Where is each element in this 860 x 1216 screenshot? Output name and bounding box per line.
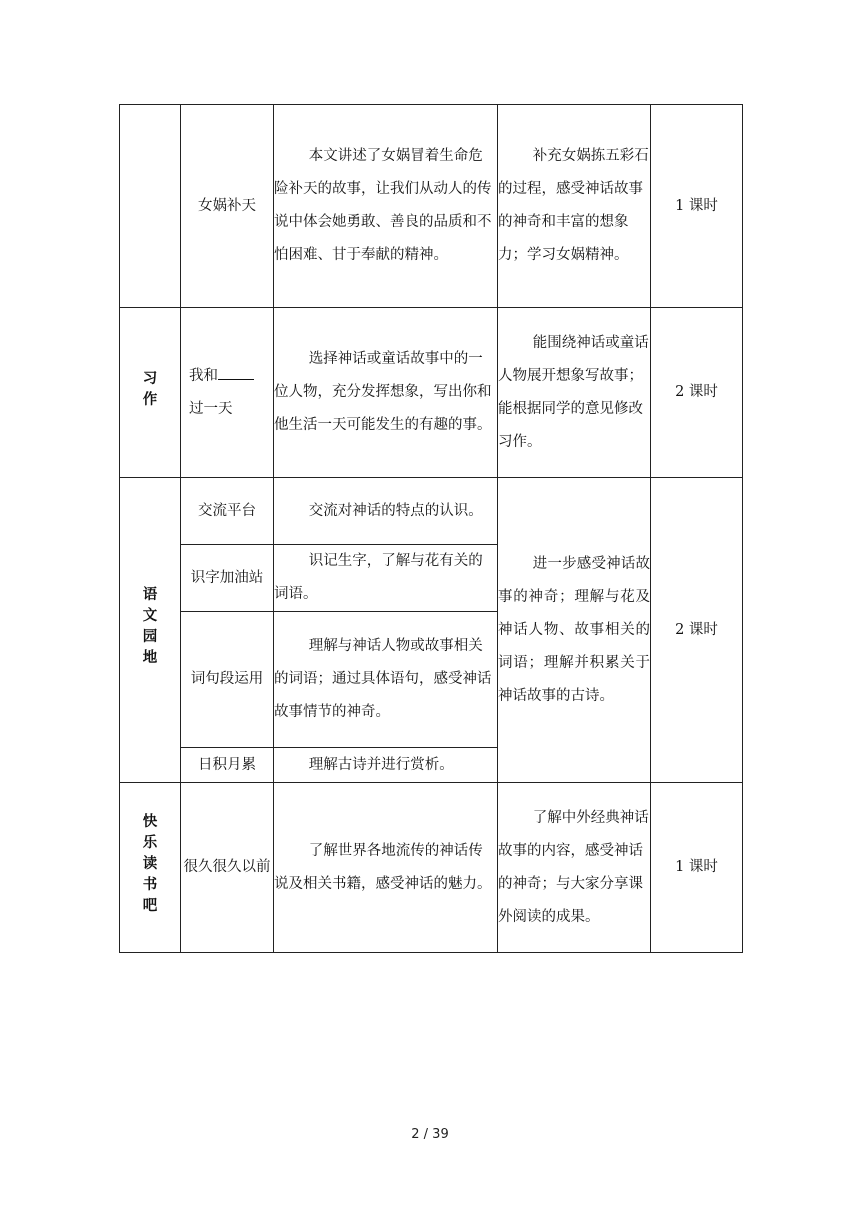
table-row — [120, 478, 743, 545]
category-cell: 语文园地 — [120, 478, 181, 783]
lesson-title-prefix: 我和 — [189, 367, 218, 384]
lesson-title: 词句段运用 — [181, 612, 274, 748]
lesson-plan-table — [119, 104, 743, 953]
lesson-hours: 1 课时 — [651, 783, 743, 953]
lesson-title: 交流平台 — [181, 478, 274, 545]
category-cell: 快乐读书吧 — [120, 783, 181, 953]
lesson-hours: 2 课时 — [651, 478, 743, 783]
lesson-content: 选择神话或童话故事中的一位人物，充分发挥想象，写出你和他生活一天可能发生的有趣的事。 — [274, 308, 498, 478]
lesson-content: 了解世界各地流传的神话传说及相关书籍，感受神话的魅力。 — [274, 783, 498, 953]
lesson-goal: 进一步感受神话故事的神奇；理解与花及神话人物、故事相关的词语；理解并积累关于神话故事的古诗。 — [498, 478, 651, 783]
table-row — [120, 105, 743, 308]
lesson-hours: 1 课时 — [651, 105, 743, 308]
lesson-title: 识字加油站 — [181, 545, 274, 612]
table-row — [120, 783, 743, 953]
lesson-title-suffix: 过一天 — [189, 400, 233, 417]
fill-blank — [218, 363, 254, 380]
lesson-goal: 能围绕神话或童话人物展开想象写故事；能根据同学的意见修改习作。 — [498, 308, 651, 478]
lesson-content: 识记生字，了解与花有关的词语。 — [274, 545, 498, 612]
lesson-content: 交流对神话的特点的认识。 — [274, 478, 498, 545]
lesson-content: 本文讲述了女娲冒着生命危险补天的故事，让我们从动人的传说中体会她勇敢、善良的品质和不怕困难、甘于奉献的精神。 — [274, 105, 498, 308]
lesson-content: 理解古诗并进行赏析。 — [274, 748, 498, 783]
lesson-content: 理解与神话人物或故事相关的词语；通过具体语句，感受神话故事情节的神奇。 — [274, 612, 498, 748]
lesson-title: 很久很久以前 — [181, 783, 274, 953]
category-cell — [120, 105, 181, 308]
lesson-title — [181, 308, 274, 478]
category-cell: 习作 — [120, 308, 181, 478]
lesson-title: 日积月累 — [181, 748, 274, 783]
page-indicator: 2 / 39 — [411, 1127, 449, 1142]
lesson-goal: 补充女娲拣五彩石的过程，感受神话故事的神奇和丰富的想象力；学习女娲精神。 — [498, 105, 651, 308]
lesson-hours: 2 课时 — [651, 308, 743, 478]
lesson-title: 女娲补天 — [181, 105, 274, 308]
lesson-goal: 了解中外经典神话故事的内容，感受神话的神奇；与大家分享课外阅读的成果。 — [498, 783, 651, 953]
table-row — [120, 308, 743, 478]
